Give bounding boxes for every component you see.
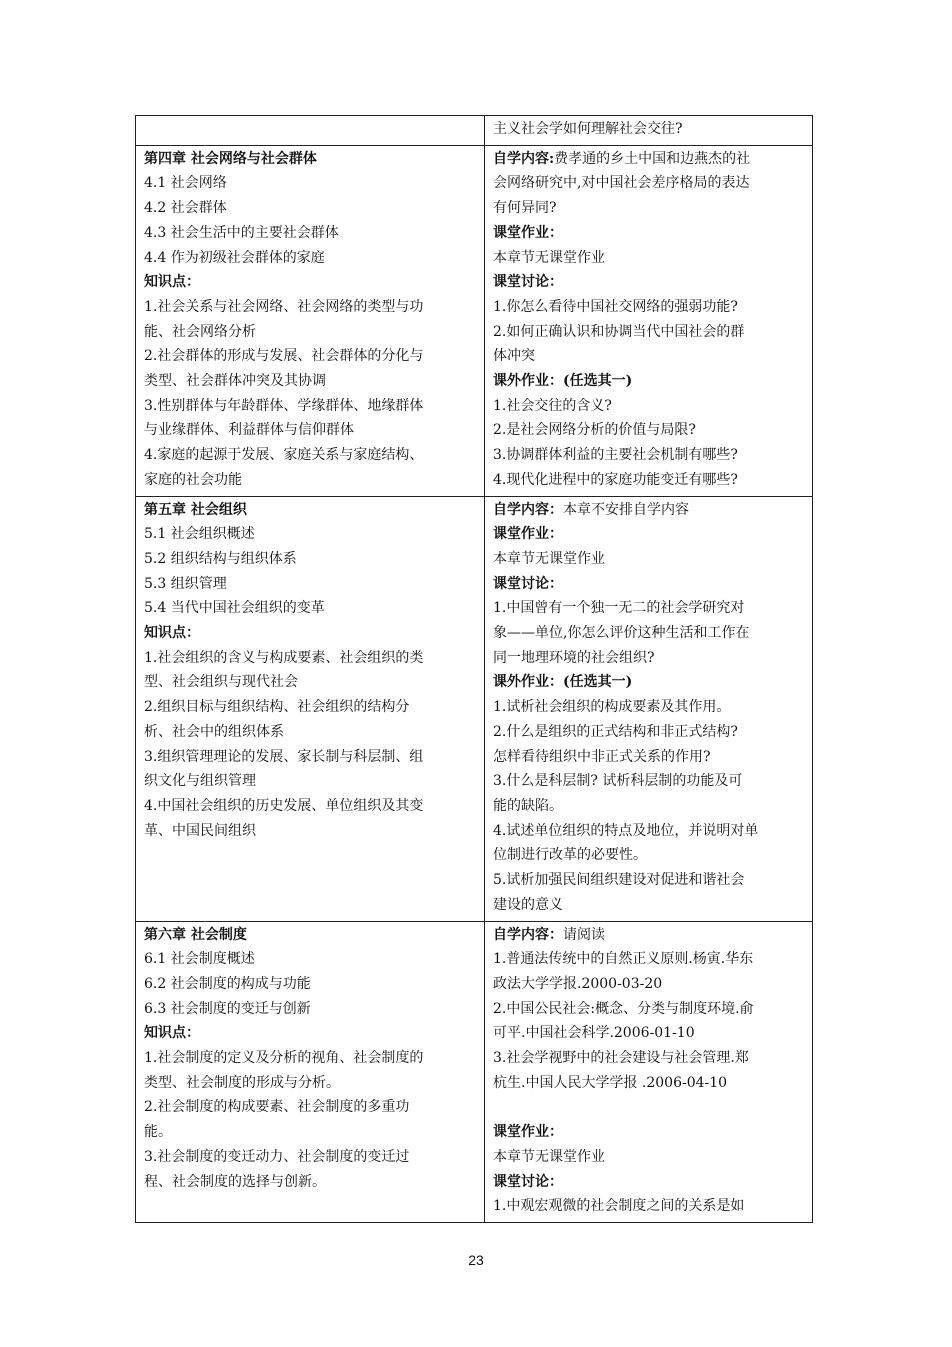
section-item: 4.4 作为初级社会群体的家庭 xyxy=(144,249,325,266)
homework-line: 3.什么是科层制? 试析科层制的功能及可 xyxy=(493,773,743,790)
knowledge-line: 2.社会群体的形成与发展、社会群体的分化与 xyxy=(144,348,424,365)
knowledge-line: 能、社会网络分析 xyxy=(144,323,256,340)
knowledge-line: 革、中国民间组织 xyxy=(144,822,256,839)
selfstudy-label: 自学内容： xyxy=(493,926,563,943)
knowledge-line: 类型、社会群体冲突及其协调 xyxy=(144,373,326,390)
discussion-label: 课堂讨论： xyxy=(493,1173,563,1190)
selfstudy-text: 费孝通的乡土中国和边燕杰的社 xyxy=(554,150,751,167)
reading-line: 2.中国公民社会:概念、分类与制度环境.俞 xyxy=(493,1000,754,1017)
homework-line: 5.试析加强民间组织建设对促进和谐社会 xyxy=(493,872,745,889)
section-item: 5.4 当代中国社会组织的变革 xyxy=(144,600,325,617)
knowledge-line: 与业缘群体、利益群体与信仰群体 xyxy=(144,422,354,439)
reading-line: 可平.中国社会科学.2006-01-10 xyxy=(493,1025,695,1042)
table-row-chapter5 xyxy=(136,496,813,921)
knowledge-line: 3.社会制度的变迁动力、社会制度的变迁过 xyxy=(144,1148,410,1165)
page-number: 23 xyxy=(468,1252,484,1268)
knowledge-line: 2.组织目标与组织结构、社会组织的结构分 xyxy=(144,699,410,716)
chapter4-outline-cell xyxy=(136,145,485,496)
selfstudy-line: 会网络研究中,对中国社会差序格局的表达 xyxy=(493,175,750,192)
discussion-line: 同一地理环境的社会组织? xyxy=(493,649,655,666)
homework-line: 2.是社会网络分析的价值与局限? xyxy=(493,422,696,439)
chapter6-assignments-cell xyxy=(485,921,813,1222)
selfstudy-text: 本章不安排自学内容 xyxy=(563,501,689,518)
classwork-label: 课堂作业： xyxy=(493,1124,563,1141)
knowledge-line: 1.社会组织的含义与构成要素、社会组织的类 xyxy=(144,649,424,666)
chapter6-title: 第六章 社会制度 xyxy=(144,926,247,943)
knowledge-line: 家庭的社会功能 xyxy=(144,471,242,488)
homework-line: 1.试析社会组织的构成要素及其作用。 xyxy=(493,699,731,716)
chapter5-outline-cell xyxy=(136,496,485,921)
selfstudy-line: 有何异同? xyxy=(493,200,557,217)
top-right-cell xyxy=(485,116,813,146)
knowledge-heading: 知识点： xyxy=(144,625,200,642)
classwork-text: 本章节无课堂作业 xyxy=(493,550,605,567)
homework-label: 课外作业：(任选其一) xyxy=(493,674,633,691)
section-item: 5.3 组织管理 xyxy=(144,575,227,592)
classwork-label: 课堂作业： xyxy=(493,224,563,241)
knowledge-line: 程、社会制度的选择与创新。 xyxy=(144,1173,326,1190)
selfstudy-line xyxy=(493,147,806,172)
selfstudy-label: 自学内容： xyxy=(493,501,563,518)
homework-label: 课外作业：(任选其一) xyxy=(493,373,633,390)
homework-line: 3.协调群体利益的主要社会机制有哪些? xyxy=(493,447,738,464)
chapter5-title: 第五章 社会组织 xyxy=(144,501,247,518)
section-item: 6.2 社会制度的构成与功能 xyxy=(144,975,311,992)
section-item: 6.3 社会制度的变迁与创新 xyxy=(144,1000,311,1017)
section-item: 6.1 社会制度概述 xyxy=(144,951,255,968)
knowledge-line: 3.性别群体与年龄群体、学缘群体、地缘群体 xyxy=(144,397,424,414)
classwork-label: 课堂作业： xyxy=(493,526,563,543)
knowledge-line: 2.社会制度的构成要素、社会制度的多重功 xyxy=(144,1099,410,1116)
knowledge-line: 型、社会组织与现代社会 xyxy=(144,674,298,691)
homework-line: 位制进行改革的必要性。 xyxy=(493,847,647,864)
classwork-text: 本章节无课堂作业 xyxy=(493,249,605,266)
homework-line: 4.试述单位组织的特点及地位，并说明对单 xyxy=(493,822,759,839)
chapter5-assignments-cell xyxy=(485,496,813,921)
knowledge-line: 1.社会制度的定义及分析的视角、社会制度的 xyxy=(144,1050,424,1067)
knowledge-line: 能。 xyxy=(144,1124,172,1141)
reading-line: 1.普通法传统中的自然正义原则.杨寅.华东 xyxy=(493,951,754,968)
reading-line: 杭生.中国人民大学学报 .2006-04-10 xyxy=(493,1074,728,1091)
knowledge-heading: 知识点： xyxy=(144,274,200,291)
table-row-chapter4 xyxy=(136,145,813,496)
homework-line: 2.什么是组织的正式结构和非正式结构? xyxy=(493,723,738,740)
blank-line xyxy=(493,1095,806,1120)
homework-line: 怎样看待组织中非正式关系的作用? xyxy=(493,748,711,765)
classwork-text: 本章节无课堂作业 xyxy=(493,1148,605,1165)
knowledge-line: 4.家庭的起源于发展、家庭关系与家庭结构、 xyxy=(144,447,424,464)
reading-line: 3.社会学视野中的社会建设与社会管理.郑 xyxy=(493,1050,749,1067)
discussion-line: 2.如何正确认识和协调当代中国社会的群 xyxy=(493,323,745,340)
text-line: 主义社会学如何理解社会交往? xyxy=(493,121,683,137)
section-item: 4.1 社会网络 xyxy=(144,175,227,192)
discussion-label: 课堂讨论： xyxy=(493,274,563,291)
discussion-line: 1.中国曾有一个独一无二的社会学研究对 xyxy=(493,600,745,617)
homework-line: 能的缺陷。 xyxy=(493,797,563,814)
knowledge-line: 3.组织管理理论的发展、家长制与科层制、组 xyxy=(144,748,424,765)
chapter4-assignments-cell xyxy=(485,145,813,496)
selfstudy-line xyxy=(493,923,806,948)
section-item: 5.1 社会组织概述 xyxy=(144,526,255,543)
knowledge-line: 析、社会中的组织体系 xyxy=(144,723,284,740)
homework-line: 1.社会交往的含义? xyxy=(493,397,612,414)
section-item: 4.2 社会群体 xyxy=(144,200,227,217)
discussion-line: 体冲突 xyxy=(493,348,535,365)
discussion-label: 课堂讨论： xyxy=(493,575,563,592)
knowledge-line: 类型、社会制度的形成与分析。 xyxy=(144,1074,340,1091)
discussion-line: 1.中观宏观微的社会制度之间的关系是如 xyxy=(493,1198,745,1215)
table-row xyxy=(136,116,813,146)
section-item: 4.3 社会生活中的主要社会群体 xyxy=(144,224,339,241)
table-row-chapter6 xyxy=(136,921,813,1222)
selfstudy-line xyxy=(493,498,806,523)
discussion-line: 1.你怎么看待中国社交网络的强弱功能? xyxy=(493,298,738,315)
selfstudy-text: 请阅读 xyxy=(563,926,605,943)
homework-line: 建设的意义 xyxy=(493,896,563,913)
knowledge-line: 4.中国社会组织的历史发展、单位组织及其变 xyxy=(144,797,424,814)
top-left-cell xyxy=(136,116,485,146)
chapter6-outline-cell xyxy=(136,921,485,1222)
section-item: 5.2 组织结构与组织体系 xyxy=(144,550,297,567)
selfstudy-label: 自学内容: xyxy=(493,150,555,167)
chapter4-title: 第四章 社会网络与社会群体 xyxy=(144,150,317,167)
reading-line: 政法大学学报.2000-03-20 xyxy=(493,975,663,992)
knowledge-heading: 知识点： xyxy=(144,1025,200,1042)
knowledge-line: 织文化与组织管理 xyxy=(144,773,256,790)
knowledge-line: 1.社会关系与社会网络、社会网络的类型与功 xyxy=(144,298,424,315)
syllabus-table xyxy=(135,115,813,1223)
homework-line: 4.现代化进程中的家庭功能变迁有哪些? xyxy=(493,471,738,488)
discussion-line: 象——单位,你怎么评价这种生活和工作在 xyxy=(493,625,750,642)
